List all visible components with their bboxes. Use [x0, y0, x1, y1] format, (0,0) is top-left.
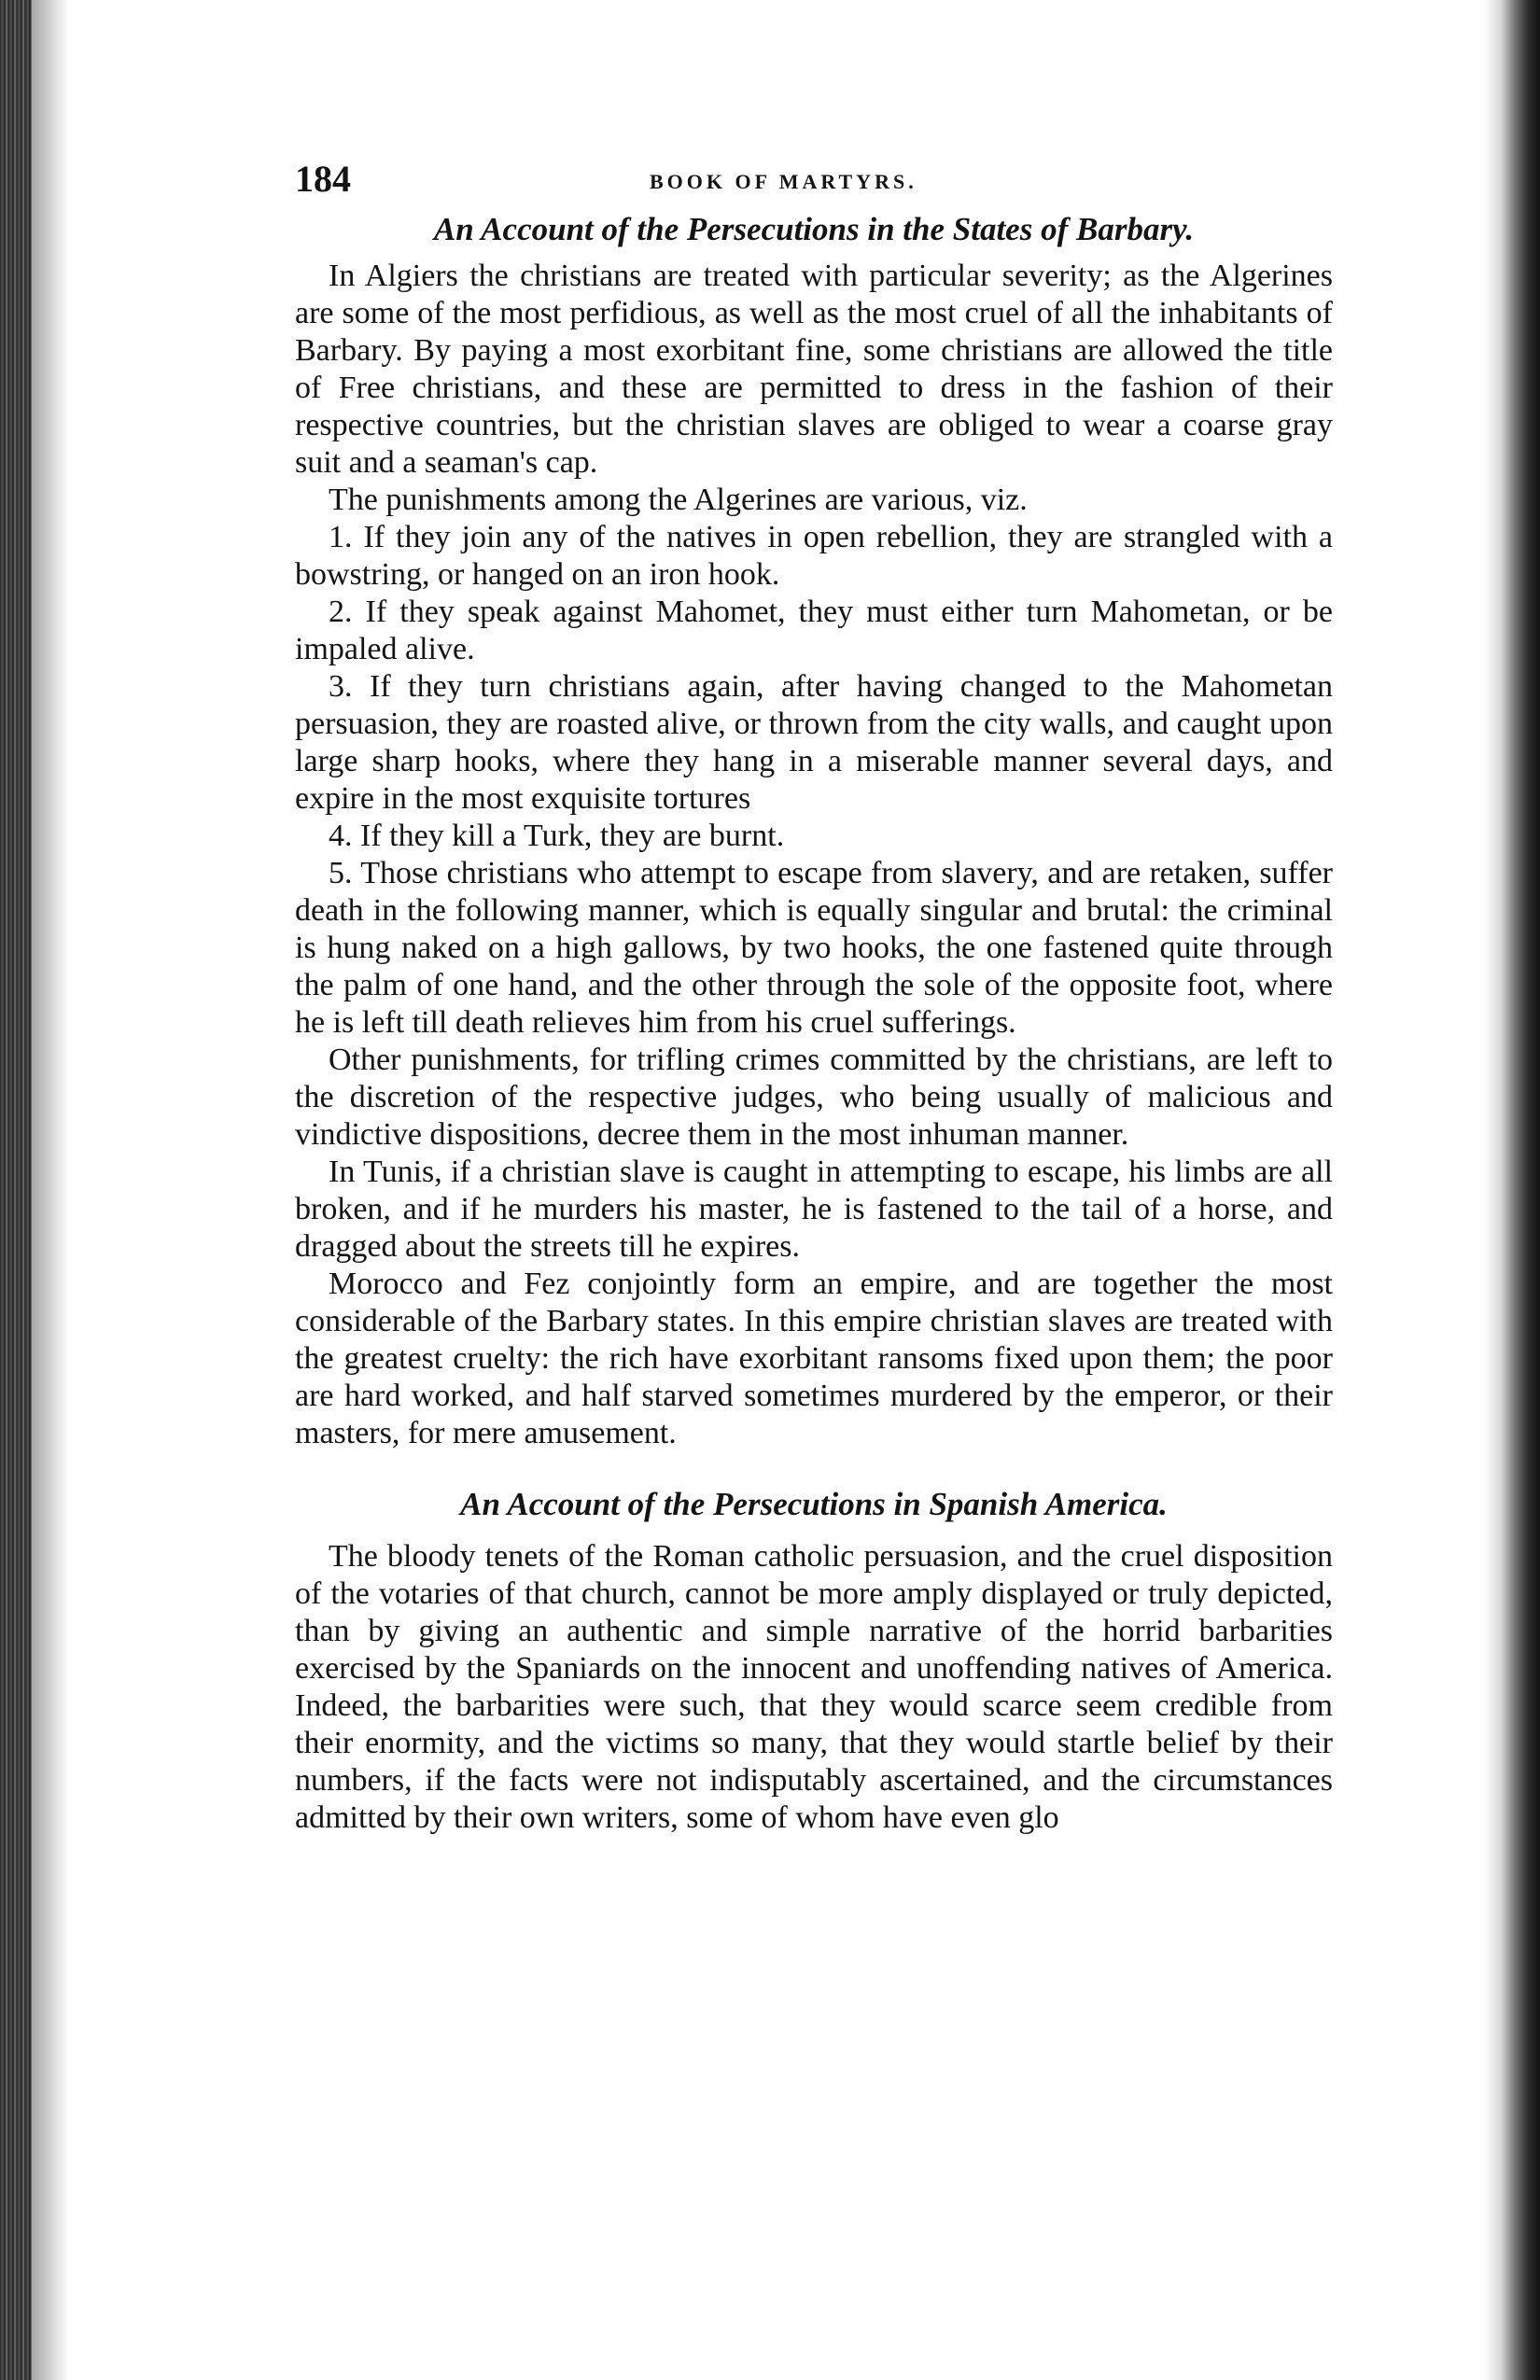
section-heading-barbary: An Account of the Persecutions in the States of Barbary.	[433, 211, 1195, 247]
paragraph: In Tunis, if a christian slave is caught in attempting to escape, his limbs are all broken, and if he murders his master, he is fastened to the tail of a horse, and dragged about the streets till he expires.	[295, 1155, 1333, 1264]
section-heading-spanish-america: An Account of the Persecutions in Spanish America.	[460, 1486, 1168, 1522]
list-item: 1. If they join any of the natives in open rebellion, they are strangled with a bowstring, or hanged on an iron hook.	[295, 520, 1333, 592]
page-number: 184	[295, 158, 351, 200]
list-item: 2. If they speak against Mahomet, they must either turn Mahometan, or be impaled alive.	[295, 595, 1333, 666]
running-head	[295, 157, 1333, 211]
page-text-block	[295, 157, 1333, 1837]
section-body-spanish-america	[295, 1538, 1333, 1837]
paragraph: Other punishments, for trifling crimes committed by the christians, are left to the discretion of the respective judges, who being usually of malicious and vindictive dispositions, decree them in the most inhuman manner.	[295, 1043, 1333, 1152]
running-title: BOOK OF MARTYRS.	[650, 170, 917, 193]
paragraph: In Algiers the christians are treated with particular severity; as the Algerines are some of the most perfidious, as well as the most cruel of all the inhabitants of Barbary. By paying a most exorbitant fine, some christians are allowed the title of Free christians, and these are permitted to dress in the fashion of their respective countries, but the christian slaves are obliged to wear a coarse gray suit and a seaman's cap.	[295, 259, 1333, 480]
list-item: 3. If they turn christians again, after having changed to the Mahometan persuasion, they are roasted alive, or thrown from the city walls, and caught upon large sharp hooks, where they hang in a miserable manner several days, and expire in the most exquisite tortures	[295, 669, 1333, 816]
page-edge-right	[1484, 0, 1540, 2380]
paragraph: Morocco and Fez conjointly form an empire, and are together the most considerable of the Barbary states. In this empire christian slaves are treated with the greatest cruelty: the rich have exorbitant ransoms fixed upon them; the poor are hard worked, and half starved sometimes murdered by the emperor, or their masters, for mere amusement.	[295, 1267, 1333, 1450]
section-body-barbary	[295, 258, 1333, 1452]
list-item: 4. If they kill a Turk, they are burnt.	[329, 819, 785, 853]
list-item: 5. Those christians who attempt to escape from slavery, and are retaken, suffer death in the following manner, which is equally singular and brutal: the criminal is hung naked on a high gallows, by two hooks, the one fastened quite through the palm of one hand, and the other through the sole of the opposite foot, where he is left till death relieves him from his cruel sufferings.	[295, 856, 1333, 1040]
paragraph: The bloody tenets of the Roman catholic persuasion, and the cruel disposition of the votaries of that church, cannot be more amply displayed or truly depicted, than by giving an authentic and simple narrative of the horrid barbarities exercised by the Spaniards on the innocent and unoffending natives of America. Indeed, the barbarities were such, that they would scarce seem credible from their enormity, and the victims so many, that they would startle belief by their numbers, if the facts were not indisputably ascertained, and the circumstances admitted by their own writers, some of whom have even glo	[295, 1539, 1333, 1835]
page-binding-shadow	[0, 0, 32, 2380]
binding-fade	[32, 0, 69, 2380]
paragraph: The punishments among the Algerines are various, viz.	[329, 483, 1028, 517]
